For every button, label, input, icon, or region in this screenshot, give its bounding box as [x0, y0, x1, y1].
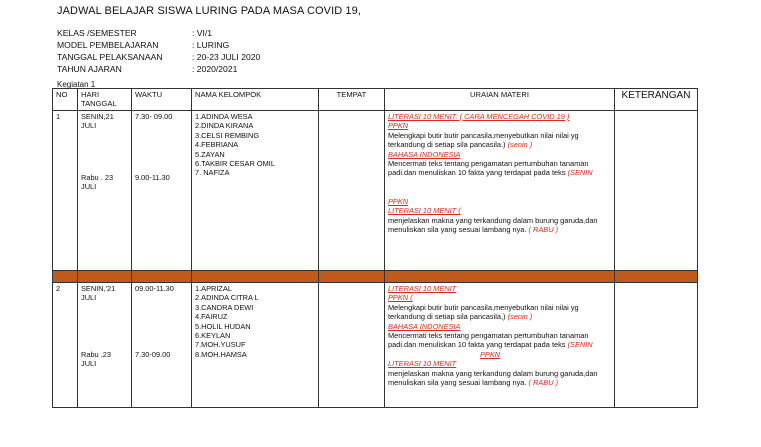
- materi-text: [388, 378, 611, 387]
- row-keterangan: [615, 111, 698, 271]
- materi-day-note: (senin ): [507, 312, 533, 322]
- student-name: 4.FAIRUZ: [195, 312, 228, 322]
- row-kelompok: [192, 111, 319, 271]
- time-slot: 9.00-11.30: [135, 172, 170, 182]
- row-materi: [385, 283, 615, 408]
- student-name: 1.APRIZAL: [195, 284, 232, 293]
- materi-day-note: ( RABU ): [528, 378, 559, 388]
- day-month: JULI: [81, 121, 97, 131]
- materi-text: [388, 168, 611, 177]
- header-waktu: WAKTU: [132, 89, 192, 111]
- materi-text: Melengkapi butir butir pancasila,menyebutkan nilai nilai yg: [388, 130, 579, 140]
- materi-subject: PPKN (: [388, 293, 413, 303]
- time-slot: 7.30- 09.00: [135, 112, 173, 121]
- header-hari: HARI TANGGAL: [78, 89, 132, 111]
- row-hari: [78, 111, 132, 271]
- materi-subject: PPKN: [480, 349, 501, 359]
- student-name: 8.MOH.HAMSA: [195, 349, 247, 359]
- document-title: JADWAL BELAJAR SISWA LURING PADA MASA COVID 19,: [57, 5, 362, 17]
- time-slot: 7.30-09.00: [135, 349, 171, 359]
- student-name: 3.CELSI REMBING: [195, 130, 260, 140]
- materi-text: [388, 140, 611, 149]
- row-tempat: [319, 283, 385, 408]
- meta-key: KELAS /SEMESTER: [57, 28, 137, 38]
- materi-text: Mencermati teks tentang pengamatan pertumbuhan tanaman: [388, 159, 589, 169]
- materi-text: menjelaskan makna yang terkandung dalam burung garuda,dan: [388, 215, 598, 225]
- materi-text-part: padi.dan menuliskan 10 fakta yang terdapat pada teks: [388, 340, 566, 350]
- materi-day-note: ( RABU ): [528, 225, 559, 235]
- meta-key: TANGGAL PELAKSANAAN: [57, 52, 163, 62]
- materi-subject: LITERASI 10 MENIT. ( CARA MENCEGAH COVID 19 ): [388, 112, 570, 121]
- student-name: 7. NAFIZA: [195, 168, 230, 178]
- header-keterangan: KETERANGAN: [615, 89, 698, 111]
- materi-text: menjelaskan makna yang terkandung dalam burung garuda,dan: [388, 368, 598, 378]
- schedule-table: [52, 88, 698, 408]
- day-month: JULI: [81, 182, 97, 192]
- row-keterangan: [615, 283, 698, 408]
- row-no: 2: [53, 283, 78, 408]
- materi-text: Mencermati teks tentang pengamatan pertumbuhan tanaman: [388, 331, 589, 341]
- day-label: SENIN,'21: [81, 284, 116, 293]
- row-kelompok: [192, 283, 319, 408]
- row-no: 1: [53, 111, 78, 271]
- row-waktu: [132, 111, 192, 271]
- header-kelompok: NAMA KELOMPOK: [192, 89, 319, 111]
- meta-key: TAHUN AJARAN: [57, 64, 122, 74]
- materi-text-part: terkandung di setiap sila pancasila,): [388, 312, 506, 322]
- student-name: 5.HOLIL HUDAN: [195, 321, 251, 331]
- materi-subject: PPKN: [388, 121, 409, 131]
- day-label: Rabu .23: [81, 349, 111, 359]
- materi-subject: BAHASA INDONESIA: [388, 149, 461, 159]
- meta-value: : 20-23 JULI 2020: [192, 52, 261, 62]
- row-materi: [385, 111, 615, 271]
- materi-text-part: padi.dan menuliskan 10 fakta yang terdapat pada teks: [388, 168, 566, 178]
- day-label: SENIN,21: [81, 112, 114, 121]
- student-name: 7.MOH.YUSUF: [195, 340, 246, 350]
- student-name: 4.FEBRIANA: [195, 140, 239, 150]
- materi-text: [388, 225, 611, 234]
- materi-day-note: (SENIN: [567, 168, 593, 178]
- materi-text: [388, 312, 611, 321]
- student-name: 5.ZAYAN: [195, 149, 225, 159]
- materi-subject: PPKN: [388, 196, 409, 206]
- meta-key: MODEL PEMBELAJARAN: [57, 40, 159, 50]
- materi-text-part: menuliskan sila yang sesuai lambang nya.: [388, 225, 527, 235]
- materi-day-note: (SENIN: [567, 340, 593, 350]
- student-name: 6.KEYLAN: [195, 331, 231, 341]
- row-tempat: [319, 111, 385, 271]
- header-tempat: TEMPAT: [319, 89, 385, 111]
- student-name: 1.ADINDA WESA: [195, 112, 253, 121]
- separator-row: [53, 271, 698, 283]
- table-row: [53, 283, 698, 408]
- student-name: 2.ADINDA CITRA L: [195, 293, 259, 303]
- meta-value: : LURING: [192, 40, 230, 50]
- materi-text-part: menuliskan sila yang sesuai lambang nya.: [388, 378, 527, 388]
- day-month: JULI: [81, 359, 97, 369]
- materi-subject: LITERASI 10 MENIT (: [388, 206, 461, 216]
- materi-subject: BAHASA INDONESIA: [388, 321, 461, 331]
- day-label: Rabu . 23: [81, 172, 114, 182]
- header-no: NO: [53, 89, 78, 111]
- header-materi: URAIAN MATERI: [385, 89, 615, 111]
- materi-text: Melengkapi butir butir pancasila,menyebutkan nilai nilai yg: [388, 302, 579, 312]
- kegiatan-label: Kegiatan 1: [57, 80, 96, 89]
- materi-day-note: (senin ): [507, 140, 533, 150]
- student-name: 3.CANDRA DEWI: [195, 302, 254, 312]
- materi-text-part: terkandung di setiap sila pancasila.): [388, 140, 506, 150]
- materi-subject: LITERASI 10 MENIT: [388, 284, 457, 293]
- table-row: [53, 111, 698, 271]
- materi-subject: LITERASI 10 MENIT: [388, 359, 457, 369]
- student-name: 6.TAKBIR CESAR OMIL: [195, 159, 275, 169]
- row-hari: [78, 283, 132, 408]
- table-header-row: [53, 89, 698, 111]
- meta-value: : 2020/2021: [192, 64, 238, 74]
- student-name: 2.DINDA KIRANA: [195, 121, 254, 131]
- row-waktu: [132, 283, 192, 408]
- time-slot: 09.00-11.30: [135, 284, 174, 293]
- day-month: JULI: [81, 293, 97, 303]
- meta-value: : VI/1: [192, 28, 213, 38]
- materi-text: [388, 340, 611, 349]
